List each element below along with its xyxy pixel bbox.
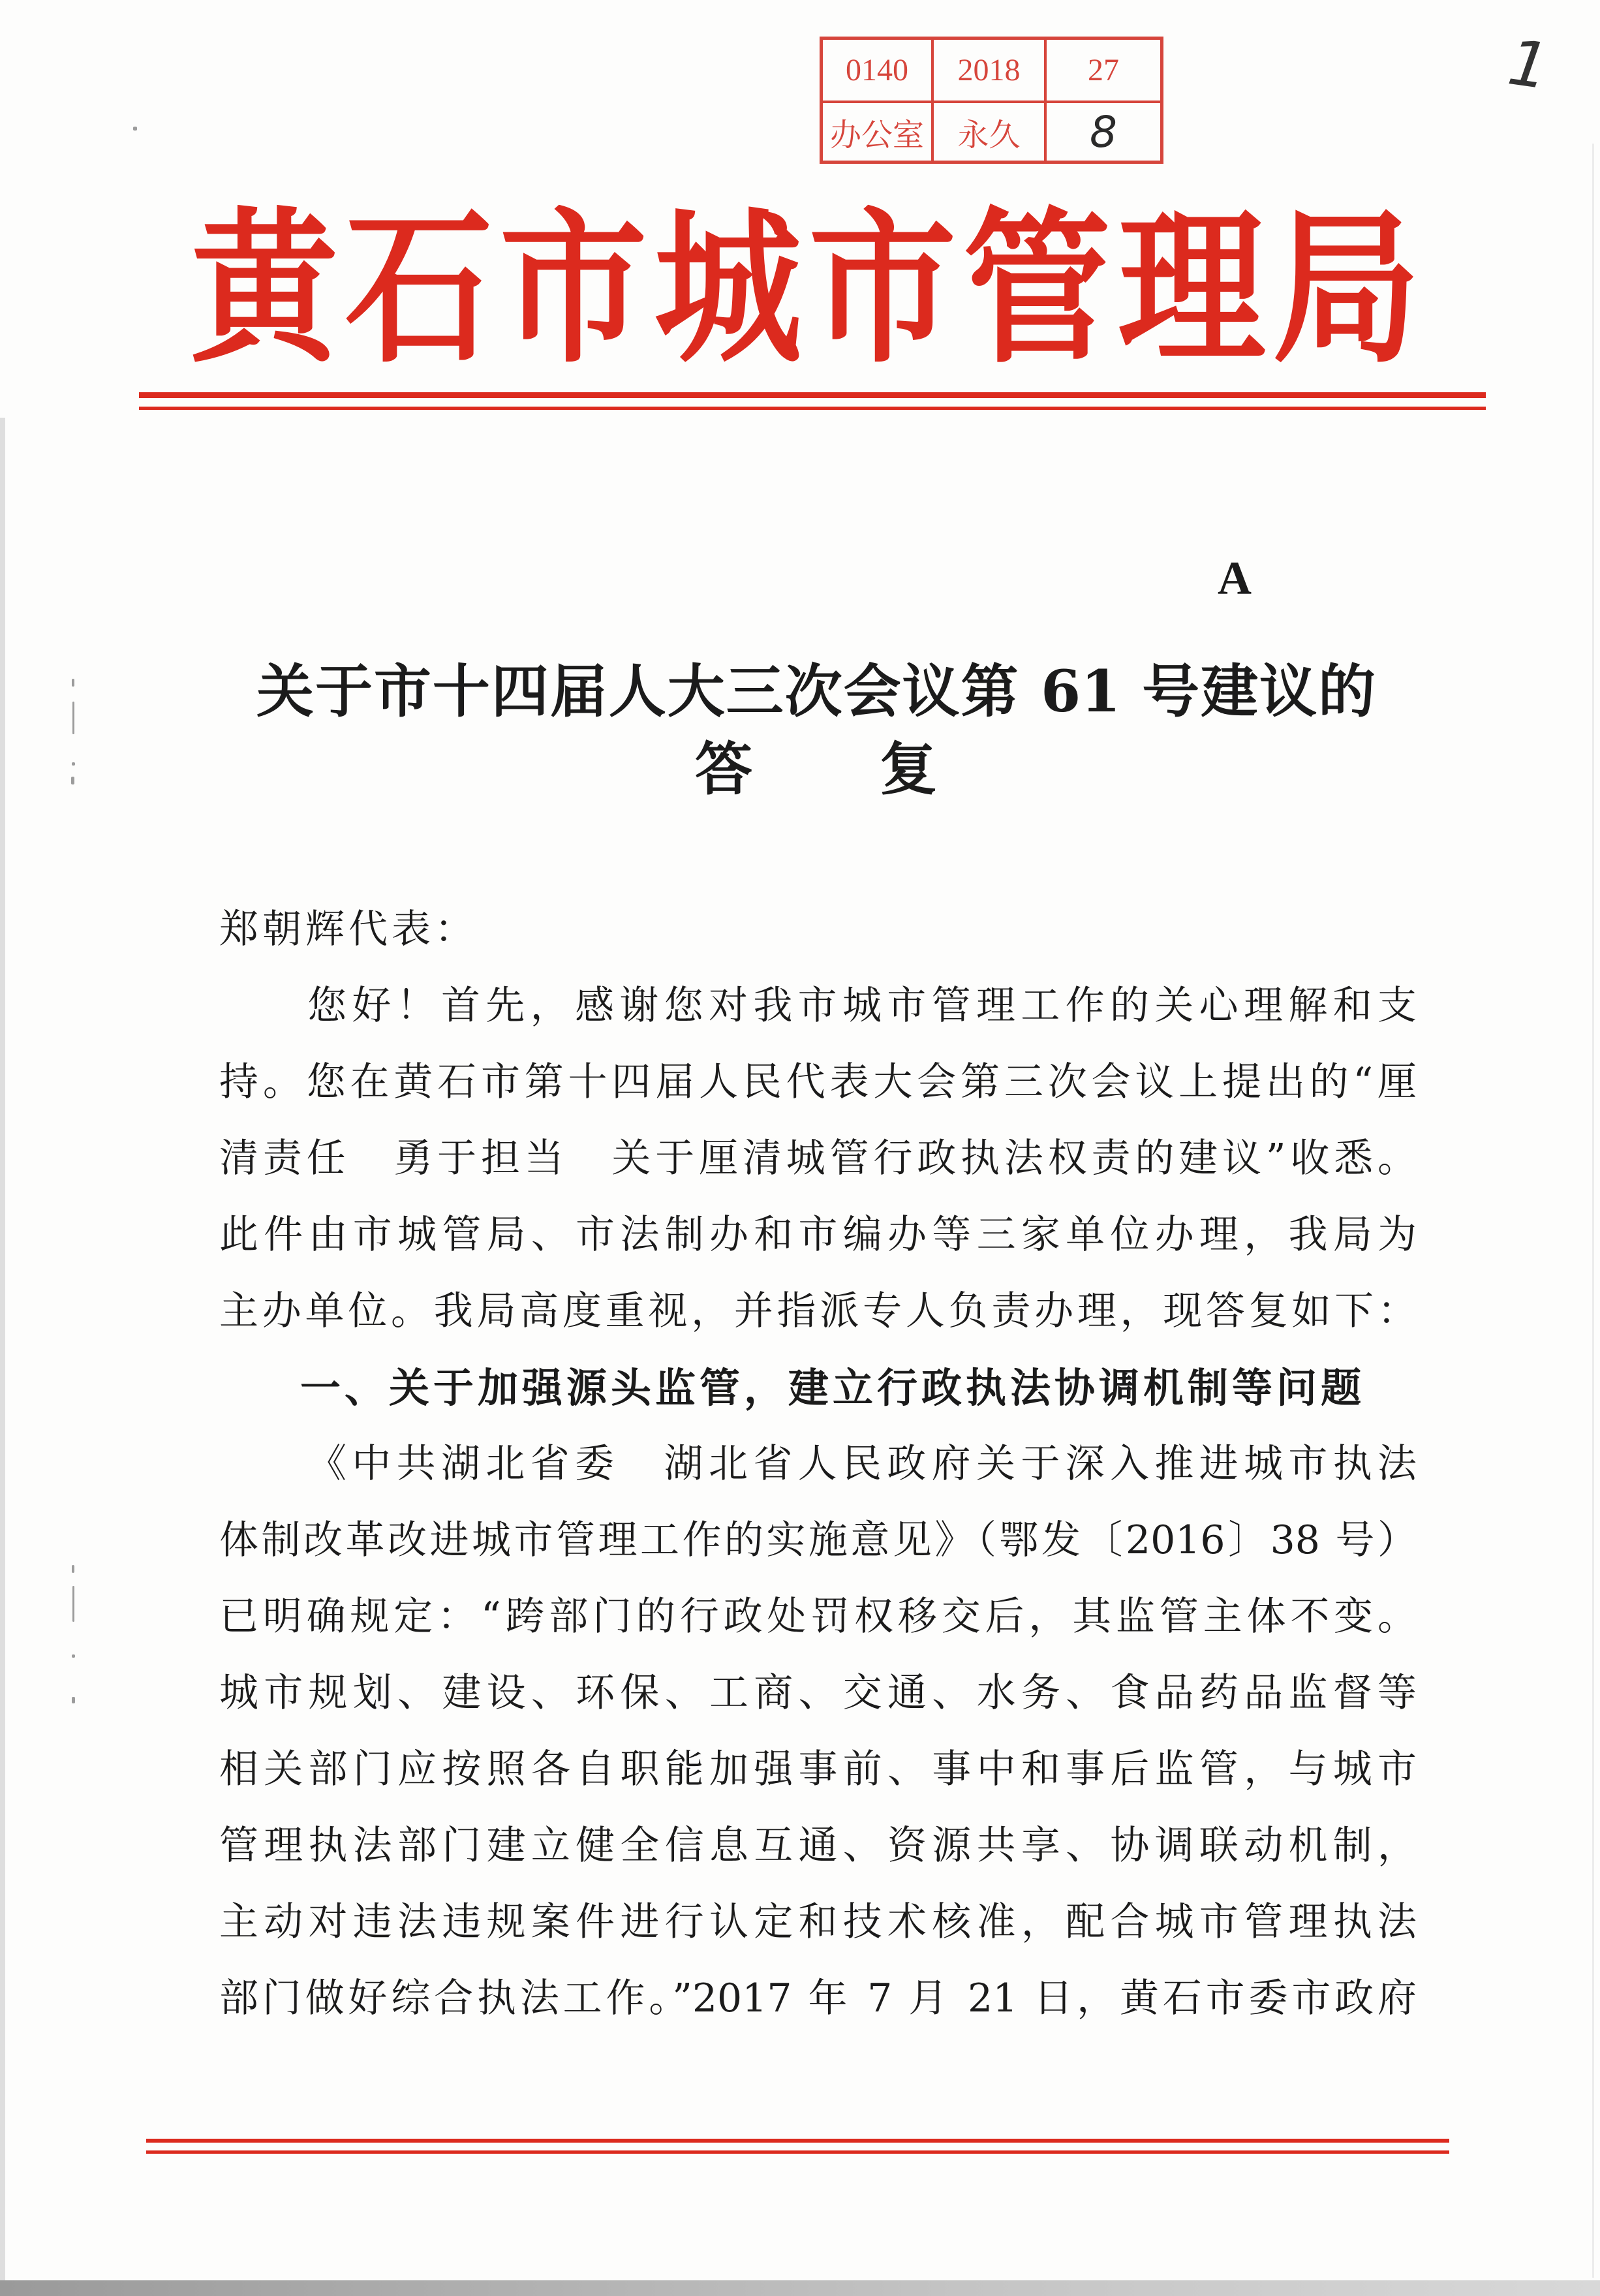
binding-hole-mark xyxy=(72,1654,75,1658)
footer-divider-bottom xyxy=(146,2150,1449,2154)
binding-hole-mark xyxy=(72,1697,75,1703)
body-line: 主办单位。我局高度重视，并指派专人负责办理，现答复如下： xyxy=(219,1288,1417,1334)
binding-hole-mark xyxy=(72,1586,74,1622)
document-body xyxy=(219,892,1417,2037)
body-line: 此件由市城管局、市法制办和市编办等三家单位办理，我局为 xyxy=(219,1212,1417,1258)
body-line: 主动对违法违规案件进行认定和技术核准，配合城市管理执法 xyxy=(219,1899,1417,1945)
binding-hole-mark xyxy=(72,1565,74,1573)
letterhead-title: 黄石市城市管理局 xyxy=(191,192,1420,386)
letterhead-divider-thin xyxy=(139,407,1486,410)
body-line: 管理执法部门建立健全信息互通、资源共享、协调联动机制， xyxy=(219,1823,1417,1869)
body-line: 清责任 勇于担当 关于厘清城管行政执法权责的建议”收悉。 xyxy=(219,1136,1417,1181)
archive-stamp xyxy=(820,37,1163,164)
body-line: 持。您在黄石市第十四届人民代表大会第三次会议上提出的“厘 xyxy=(219,1059,1417,1105)
scan-speck xyxy=(133,127,137,131)
body-line: 相关部门应按照各自职能加强事前、事中和事后监管，与城市 xyxy=(219,1746,1417,1792)
body-line: 体制改革改进城市管理工作的实施意见》（鄂发〔2016〕38 号） xyxy=(219,1517,1417,1563)
scan-edge-right xyxy=(1592,144,1594,2278)
body-line: 您好！首先，感谢您对我市城市管理工作的关心理解和支 xyxy=(307,983,1417,1029)
salutation: 郑朝辉代表： xyxy=(219,907,478,952)
stamp-item-number: 27 xyxy=(1047,40,1160,103)
handwritten-page-number: 1 xyxy=(1503,25,1554,104)
stamp-archive-code: 0140 xyxy=(823,40,934,103)
body-line: 已明确规定：“跨部门的行政处罚权移交后，其监管主体不变。 xyxy=(219,1594,1417,1639)
body-line: 部门做好综合执法工作。”2017 年 7 月 21 日，黄石市委市政府 xyxy=(219,1976,1417,2021)
document-grade-mark: A xyxy=(1218,552,1252,604)
letterhead-divider-thick xyxy=(139,392,1486,398)
binding-hole-mark xyxy=(72,679,74,687)
scan-edge-left xyxy=(0,418,5,2296)
document-title-line-1: 关于市十四届人大三次会议第 61 号建议的 xyxy=(256,657,1376,725)
binding-hole-mark xyxy=(72,702,74,734)
scan-edge-bottom xyxy=(0,2280,1600,2296)
stamp-handwritten-number: 8 xyxy=(1090,106,1117,157)
body-line: 城市规划、建设、环保、工商、交通、水务、食品药品监督等 xyxy=(219,1670,1417,1716)
footer-divider-top xyxy=(146,2139,1449,2143)
document-title-line-2: 答 复 xyxy=(695,735,937,803)
binding-hole-mark xyxy=(71,777,74,784)
body-line: 《中共湖北省委 湖北省人民政府关于深入推进城市执法 xyxy=(307,1441,1417,1487)
section-heading: 一、关于加强源头监管，建立行政执法协调机制等问题 xyxy=(300,1364,1361,1412)
stamp-retention-period: 永久 xyxy=(934,103,1047,161)
stamp-year: 2018 xyxy=(934,40,1047,103)
binding-hole-mark xyxy=(72,762,75,766)
stamp-department: 办公室 xyxy=(823,103,934,161)
